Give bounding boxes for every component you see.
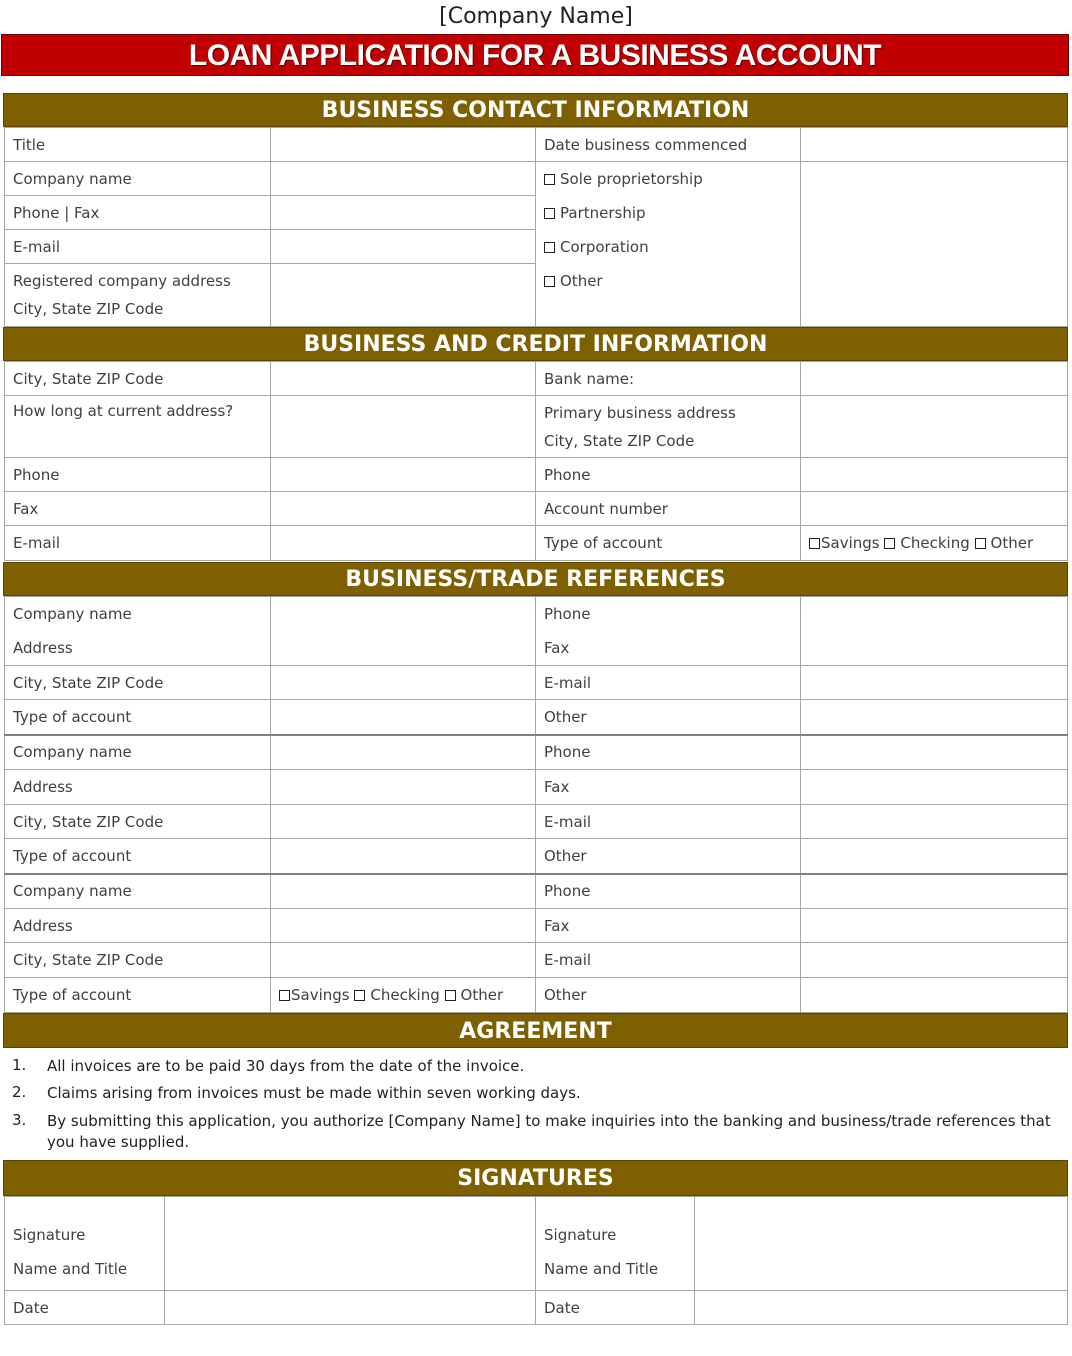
field-how-long[interactable] <box>271 396 536 458</box>
option-savings[interactable]: Savings <box>809 534 880 552</box>
label-title: Title <box>5 128 271 162</box>
label-email: E-mail <box>5 230 271 264</box>
label-bank-name: Bank name: <box>536 362 801 396</box>
label-ref2-email: E-mail <box>536 805 801 839</box>
field-city[interactable] <box>271 362 536 396</box>
checkbox-icon[interactable] <box>544 242 555 253</box>
business-type-options <box>536 162 801 327</box>
checkbox-icon[interactable] <box>279 990 290 1001</box>
label-fax: Fax <box>5 492 271 526</box>
field-date-commenced[interactable] <box>801 128 1068 162</box>
label-registered-address: Registered company address City, State ZIP Code <box>5 264 271 327</box>
field-ref1-company-address[interactable] <box>271 597 536 666</box>
field-ref2-other[interactable] <box>801 839 1068 874</box>
contact-table <box>4 127 1068 327</box>
field-ref3-phone[interactable] <box>801 874 1068 909</box>
label-ref1-company-address: Company name Address <box>5 597 271 666</box>
label-date-left: Date <box>5 1291 165 1325</box>
field-date-right[interactable] <box>695 1291 1068 1325</box>
checkbox-icon[interactable] <box>884 538 895 549</box>
signatures-table <box>4 1196 1068 1325</box>
field-ref1-type[interactable] <box>271 700 536 735</box>
label-ref1-city: City, State ZIP Code <box>5 666 271 700</box>
company-name: [Company Name] <box>439 4 633 29</box>
label-ref1-email: E-mail <box>536 666 801 700</box>
account-type-options <box>801 526 1068 561</box>
label-phone-fax: Phone | Fax <box>5 196 271 230</box>
option-other[interactable]: Other <box>445 986 504 1004</box>
label-how-long: How long at current address? <box>5 396 271 458</box>
label-ref2-fax: Fax <box>536 770 801 805</box>
checkbox-icon[interactable] <box>544 276 555 287</box>
label-signature-left: Signature Name and Title <box>5 1197 165 1291</box>
option-checking[interactable]: Checking <box>354 986 439 1004</box>
field-bank-name[interactable] <box>801 362 1068 396</box>
option-checking[interactable]: Checking <box>884 534 969 552</box>
field-ref2-phone[interactable] <box>801 735 1068 770</box>
checkbox-icon[interactable] <box>544 174 555 185</box>
label-ref3-address: Address <box>5 909 271 943</box>
field-signature-right[interactable] <box>695 1197 1068 1291</box>
references-table <box>4 596 1068 1013</box>
label-ref2-company: Company name <box>5 735 271 770</box>
section-header-agreement: AGREEMENT <box>3 1013 1068 1048</box>
field-ref2-company[interactable] <box>271 735 536 770</box>
label-ref2-phone: Phone <box>536 735 801 770</box>
checkbox-icon[interactable] <box>354 990 365 1001</box>
field-ref1-phone-fax[interactable] <box>801 597 1068 666</box>
section-header-signatures: SIGNATURES <box>3 1160 1068 1196</box>
field-signature-left[interactable] <box>165 1197 536 1291</box>
field-account-number[interactable] <box>801 492 1068 526</box>
field-ref3-company[interactable] <box>271 874 536 909</box>
label-ref3-phone: Phone <box>536 874 801 909</box>
checkbox-icon[interactable] <box>975 538 986 549</box>
section-header-credit: BUSINESS AND CREDIT INFORMATION <box>3 327 1068 361</box>
option-sole-proprietorship[interactable]: Sole proprietorship <box>544 162 800 196</box>
field-ref2-address[interactable] <box>271 770 536 805</box>
field-date-left[interactable] <box>165 1291 536 1325</box>
label-ref3-fax: Fax <box>536 909 801 943</box>
option-savings[interactable]: Savings <box>279 986 350 1004</box>
field-ref2-city[interactable] <box>271 805 536 839</box>
credit-table <box>4 361 1068 561</box>
label-ref2-other: Other <box>536 839 801 874</box>
field-bank-phone[interactable] <box>801 458 1068 492</box>
label-date-commenced: Date business commenced <box>536 128 801 162</box>
field-ref3-city[interactable] <box>271 943 536 978</box>
label-phone: Phone <box>5 458 271 492</box>
label-signature-right: Signature Name and Title <box>536 1197 695 1291</box>
field-ref2-fax[interactable] <box>801 770 1068 805</box>
label-ref2-type: Type of account <box>5 839 271 874</box>
label-account-number: Account number <box>536 492 801 526</box>
option-corporation[interactable]: Corporation <box>544 230 800 264</box>
field-credit-email[interactable] <box>271 526 536 561</box>
label-primary-address: Primary business address City, State ZIP Code <box>536 396 801 458</box>
label-ref2-city: City, State ZIP Code <box>5 805 271 839</box>
field-fax[interactable] <box>271 492 536 526</box>
field-ref3-address[interactable] <box>271 909 536 943</box>
label-date-right: Date <box>536 1291 695 1325</box>
section-header-references: BUSINESS/TRADE REFERENCES <box>3 562 1068 596</box>
field-business-type[interactable] <box>801 162 1068 327</box>
field-company-name[interactable] <box>271 162 536 196</box>
checkbox-icon[interactable] <box>445 990 456 1001</box>
field-ref3-email[interactable] <box>801 943 1068 978</box>
label-ref1-other: Other <box>536 700 801 735</box>
field-email[interactable] <box>271 230 536 264</box>
section-header-contact: BUSINESS CONTACT INFORMATION <box>3 93 1068 127</box>
field-phone-fax[interactable] <box>271 196 536 230</box>
field-registered-address[interactable] <box>271 264 536 327</box>
option-other[interactable]: Other <box>544 264 800 298</box>
option-other[interactable]: Other <box>975 534 1034 552</box>
label-ref1-phone-fax: Phone Fax <box>536 597 801 666</box>
option-partnership[interactable]: Partnership <box>544 196 800 230</box>
label-bank-phone: Phone <box>536 458 801 492</box>
label-ref1-type: Type of account <box>5 700 271 735</box>
field-ref3-other[interactable] <box>801 978 1068 1013</box>
label-ref3-email: E-mail <box>536 943 801 978</box>
ref3-account-type-options <box>271 978 536 1013</box>
form-title: LOAN APPLICATION FOR A BUSINESS ACCOUNT <box>1 34 1069 76</box>
label-ref3-company: Company name <box>5 874 271 909</box>
field-ref1-email[interactable] <box>801 666 1068 700</box>
label-company-name: Company name <box>5 162 271 196</box>
label-ref3-type: Type of account <box>5 978 271 1013</box>
field-ref3-fax[interactable] <box>801 909 1068 943</box>
field-title[interactable] <box>271 128 536 162</box>
checkbox-icon[interactable] <box>809 538 820 549</box>
checkbox-icon[interactable] <box>544 208 555 219</box>
label-ref3-other: Other <box>536 978 801 1013</box>
field-phone[interactable] <box>271 458 536 492</box>
field-ref1-other[interactable] <box>801 700 1068 735</box>
field-ref2-email[interactable] <box>801 805 1068 839</box>
label-type-of-account: Type of account <box>536 526 801 561</box>
field-ref1-city[interactable] <box>271 666 536 700</box>
field-ref2-type[interactable] <box>271 839 536 874</box>
label-ref3-city: City, State ZIP Code <box>5 943 271 978</box>
field-primary-address[interactable] <box>801 396 1068 458</box>
label-credit-email: E-mail <box>5 526 271 561</box>
label-ref2-address: Address <box>5 770 271 805</box>
label-city: City, State ZIP Code <box>5 362 271 396</box>
